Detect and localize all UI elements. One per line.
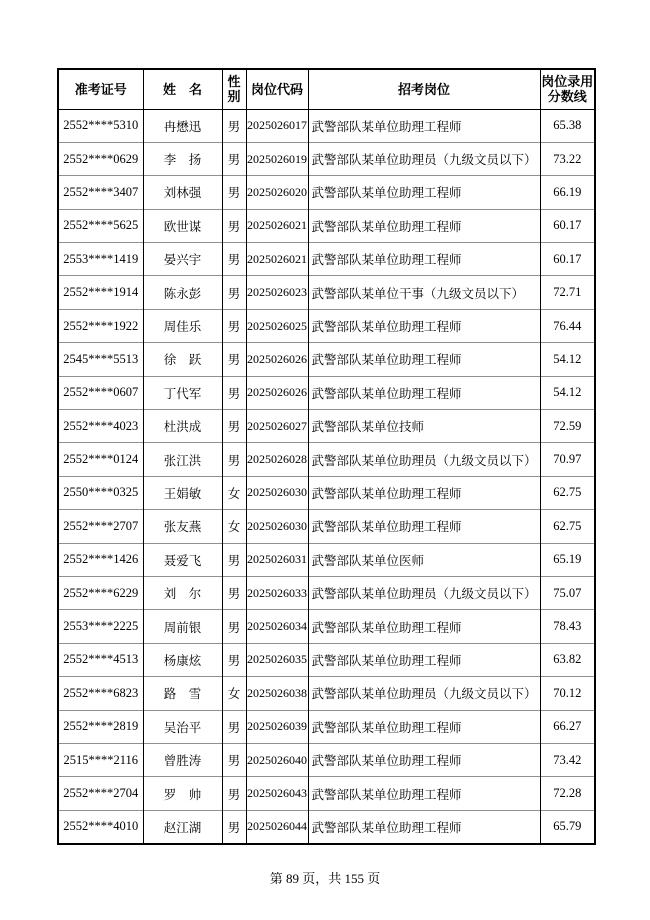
cell-gender: 男 bbox=[222, 777, 246, 810]
cell-position: 武警部队某单位医师 bbox=[308, 543, 540, 576]
cell-name: 杨康炫 bbox=[143, 643, 222, 676]
cell-position: 武警部队某单位助理工程师 bbox=[308, 309, 540, 342]
cell-position: 武警部队某单位助理工程师 bbox=[308, 376, 540, 409]
cell-score: 66.27 bbox=[540, 710, 595, 743]
admission-score-table bbox=[57, 68, 596, 845]
table-row bbox=[58, 710, 595, 743]
cell-name: 徐 跃 bbox=[143, 343, 222, 376]
cell-name: 杜洪成 bbox=[143, 410, 222, 443]
cell-position-code: 2025026021 bbox=[246, 209, 308, 242]
cell-score: 60.17 bbox=[540, 243, 595, 276]
cell-score: 65.79 bbox=[540, 810, 595, 843]
cell-gender: 男 bbox=[222, 376, 246, 409]
cell-name: 罗 帅 bbox=[143, 777, 222, 810]
cell-name: 曾胜涛 bbox=[143, 743, 222, 776]
header-gender bbox=[222, 69, 246, 109]
cell-gender: 男 bbox=[222, 643, 246, 676]
table-row bbox=[58, 410, 595, 443]
cell-gender: 男 bbox=[222, 142, 246, 175]
table-row bbox=[58, 443, 595, 476]
cell-ticket-no: 2552****4010 bbox=[58, 810, 143, 843]
cell-position-code: 2025026028 bbox=[246, 443, 308, 476]
table-row bbox=[58, 677, 595, 710]
cell-score: 62.75 bbox=[540, 510, 595, 543]
cell-ticket-no: 2552****1922 bbox=[58, 309, 143, 342]
cell-position-code: 2025026040 bbox=[246, 743, 308, 776]
cell-position: 武警部队某单位助理工程师 bbox=[308, 109, 540, 142]
cell-name: 欧世谋 bbox=[143, 209, 222, 242]
header-gender-line2: 别 bbox=[227, 89, 241, 105]
cell-ticket-no: 2552****4513 bbox=[58, 643, 143, 676]
cell-name: 王娟敏 bbox=[143, 476, 222, 509]
cell-ticket-no: 2550****0325 bbox=[58, 476, 143, 509]
cell-position: 武警部队某单位助理工程师 bbox=[308, 209, 540, 242]
cell-ticket-no: 2552****1914 bbox=[58, 276, 143, 309]
cell-score: 66.19 bbox=[540, 176, 595, 209]
cell-name: 张江洪 bbox=[143, 443, 222, 476]
cell-gender: 男 bbox=[222, 343, 246, 376]
cell-position-code: 2025026026 bbox=[246, 343, 308, 376]
cell-name: 赵江湖 bbox=[143, 810, 222, 843]
cell-name: 聂爱飞 bbox=[143, 543, 222, 576]
cell-position-code: 2025026043 bbox=[246, 777, 308, 810]
cell-score: 72.71 bbox=[540, 276, 595, 309]
cell-score: 54.12 bbox=[540, 376, 595, 409]
cell-position-code: 2025026039 bbox=[246, 710, 308, 743]
page-number-footer: 第 89 页，共 155 页 bbox=[269, 871, 381, 886]
cell-position: 武警部队某单位助理员（九级文员以下） bbox=[308, 443, 540, 476]
cell-ticket-no: 2552****2704 bbox=[58, 777, 143, 810]
cell-position: 武警部队某单位助理员（九级文员以下） bbox=[308, 576, 540, 609]
cell-gender: 男 bbox=[222, 610, 246, 643]
cell-score: 60.17 bbox=[540, 209, 595, 242]
cell-gender: 男 bbox=[222, 576, 246, 609]
cell-position-code: 2025026020 bbox=[246, 176, 308, 209]
cell-position-code: 2025026044 bbox=[246, 810, 308, 843]
cell-name: 路 雪 bbox=[143, 677, 222, 710]
table-row bbox=[58, 810, 595, 843]
cell-position-code: 2025026021 bbox=[246, 243, 308, 276]
cell-position: 武警部队某单位助理工程师 bbox=[308, 643, 540, 676]
header-score-line2: 分数线 bbox=[547, 89, 587, 105]
cell-position: 武警部队某单位助理工程师 bbox=[308, 510, 540, 543]
table-row bbox=[58, 543, 595, 576]
cell-position: 武警部队某单位助理工程师 bbox=[308, 176, 540, 209]
table-row bbox=[58, 643, 595, 676]
table-row bbox=[58, 510, 595, 543]
cell-score: 70.97 bbox=[540, 443, 595, 476]
cell-ticket-no: 2552****3407 bbox=[58, 176, 143, 209]
cell-name: 吴治平 bbox=[143, 710, 222, 743]
table-body bbox=[58, 109, 595, 844]
cell-ticket-no: 2552****1426 bbox=[58, 543, 143, 576]
cell-position: 武警部队某单位技师 bbox=[308, 410, 540, 443]
cell-score: 75.07 bbox=[540, 576, 595, 609]
table-row bbox=[58, 777, 595, 810]
cell-position-code: 2025026030 bbox=[246, 476, 308, 509]
cell-name: 刘 尔 bbox=[143, 576, 222, 609]
cell-score: 65.38 bbox=[540, 109, 595, 142]
table-row bbox=[58, 376, 595, 409]
cell-position-code: 2025026026 bbox=[246, 376, 308, 409]
cell-position-code: 2025026038 bbox=[246, 677, 308, 710]
table-header bbox=[58, 69, 595, 109]
cell-position-code: 2025026030 bbox=[246, 510, 308, 543]
cell-ticket-no: 2552****6229 bbox=[58, 576, 143, 609]
cell-position-code: 2025026017 bbox=[246, 109, 308, 142]
cell-name: 陈永彭 bbox=[143, 276, 222, 309]
table-row bbox=[58, 142, 595, 175]
cell-gender: 男 bbox=[222, 743, 246, 776]
cell-gender: 男 bbox=[222, 243, 246, 276]
cell-ticket-no: 2552****2819 bbox=[58, 710, 143, 743]
header-ticket-no: 准考证号 bbox=[58, 69, 143, 109]
cell-position: 武警部队某单位助理工程师 bbox=[308, 476, 540, 509]
cell-position: 武警部队某单位干事（九级文员以下） bbox=[308, 276, 540, 309]
cell-position-code: 2025026019 bbox=[246, 142, 308, 175]
table-row bbox=[58, 243, 595, 276]
cell-gender: 男 bbox=[222, 710, 246, 743]
cell-ticket-no: 2552****2707 bbox=[58, 510, 143, 543]
cell-gender: 男 bbox=[222, 209, 246, 242]
table-row bbox=[58, 343, 595, 376]
cell-ticket-no: 2552****6823 bbox=[58, 677, 143, 710]
cell-gender: 女 bbox=[222, 476, 246, 509]
cell-ticket-no: 2552****0607 bbox=[58, 376, 143, 409]
cell-position-code: 2025026034 bbox=[246, 610, 308, 643]
cell-name: 晏兴宇 bbox=[143, 243, 222, 276]
table-row bbox=[58, 176, 595, 209]
table-row bbox=[58, 309, 595, 342]
cell-score: 78.43 bbox=[540, 610, 595, 643]
cell-score: 76.44 bbox=[540, 309, 595, 342]
cell-ticket-no: 2552****4023 bbox=[58, 410, 143, 443]
table-row bbox=[58, 576, 595, 609]
cell-gender: 男 bbox=[222, 443, 246, 476]
cell-ticket-no: 2552****5625 bbox=[58, 209, 143, 242]
cell-score: 70.12 bbox=[540, 677, 595, 710]
cell-gender: 男 bbox=[222, 109, 246, 142]
cell-gender: 男 bbox=[222, 309, 246, 342]
cell-ticket-no: 2552****0629 bbox=[58, 142, 143, 175]
cell-position-code: 2025026027 bbox=[246, 410, 308, 443]
cell-gender: 女 bbox=[222, 677, 246, 710]
cell-score: 54.12 bbox=[540, 343, 595, 376]
cell-position: 武警部队某单位助理工程师 bbox=[308, 343, 540, 376]
header-row bbox=[58, 69, 595, 109]
cell-gender: 男 bbox=[222, 543, 246, 576]
cell-score: 62.75 bbox=[540, 476, 595, 509]
cell-gender: 男 bbox=[222, 810, 246, 843]
cell-score: 65.19 bbox=[540, 543, 595, 576]
cell-name: 周佳乐 bbox=[143, 309, 222, 342]
cell-name: 张友燕 bbox=[143, 510, 222, 543]
cell-ticket-no: 2515****2116 bbox=[58, 743, 143, 776]
cell-name: 冉懋迅 bbox=[143, 109, 222, 142]
cell-position: 武警部队某单位助理员（九级文员以下） bbox=[308, 142, 540, 175]
cell-ticket-no: 2552****5310 bbox=[58, 109, 143, 142]
cell-position: 武警部队某单位助理员（九级文员以下） bbox=[308, 677, 540, 710]
cell-name: 丁代军 bbox=[143, 376, 222, 409]
table-row bbox=[58, 209, 595, 242]
table-row bbox=[58, 109, 595, 142]
table-row bbox=[58, 476, 595, 509]
cell-gender: 男 bbox=[222, 410, 246, 443]
cell-position: 武警部队某单位助理工程师 bbox=[308, 810, 540, 843]
header-position: 招考岗位 bbox=[308, 69, 540, 109]
table-row bbox=[58, 610, 595, 643]
cell-gender: 男 bbox=[222, 176, 246, 209]
cell-position: 武警部队某单位助理工程师 bbox=[308, 777, 540, 810]
cell-name: 刘林强 bbox=[143, 176, 222, 209]
header-score bbox=[540, 69, 595, 109]
cell-name: 李 扬 bbox=[143, 142, 222, 175]
header-gender-line1: 性 bbox=[227, 74, 241, 90]
cell-score: 73.22 bbox=[540, 142, 595, 175]
cell-gender: 女 bbox=[222, 510, 246, 543]
cell-score: 72.59 bbox=[540, 410, 595, 443]
cell-position-code: 2025026025 bbox=[246, 309, 308, 342]
cell-position: 武警部队某单位助理工程师 bbox=[308, 710, 540, 743]
cell-ticket-no: 2553****2225 bbox=[58, 610, 143, 643]
cell-position-code: 2025026033 bbox=[246, 576, 308, 609]
header-position-code: 岗位代码 bbox=[246, 69, 308, 109]
cell-score: 63.82 bbox=[540, 643, 595, 676]
cell-ticket-no: 2545****5513 bbox=[58, 343, 143, 376]
header-name: 姓 名 bbox=[143, 69, 222, 109]
cell-score: 72.28 bbox=[540, 777, 595, 810]
cell-position: 武警部队某单位助理工程师 bbox=[308, 610, 540, 643]
cell-score: 73.42 bbox=[540, 743, 595, 776]
cell-position-code: 2025026035 bbox=[246, 643, 308, 676]
cell-position: 武警部队某单位助理工程师 bbox=[308, 243, 540, 276]
table-row bbox=[58, 276, 595, 309]
table-row bbox=[58, 743, 595, 776]
cell-position: 武警部队某单位助理工程师 bbox=[308, 743, 540, 776]
cell-position-code: 2025026023 bbox=[246, 276, 308, 309]
cell-ticket-no: 2553****1419 bbox=[58, 243, 143, 276]
header-score-line1: 岗位录用 bbox=[541, 74, 594, 90]
cell-ticket-no: 2552****0124 bbox=[58, 443, 143, 476]
cell-gender: 男 bbox=[222, 276, 246, 309]
cell-position-code: 2025026031 bbox=[246, 543, 308, 576]
cell-name: 周前银 bbox=[143, 610, 222, 643]
